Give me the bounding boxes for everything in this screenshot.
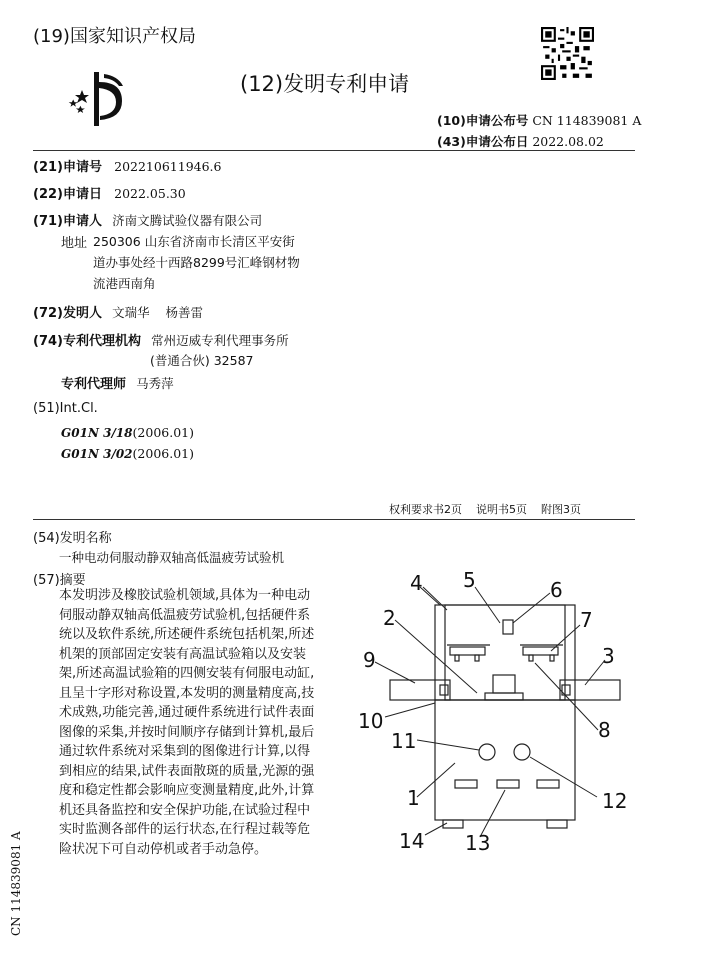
address-line-3: 流港西南角 <box>93 276 156 291</box>
address-line-2: 道办事处经十西路8299号汇峰钢材物 <box>93 255 300 270</box>
right-servo-cylinder <box>560 680 620 700</box>
left-servo-cylinder <box>390 680 450 700</box>
inventor-label: (72)发明人 <box>33 306 102 321</box>
high-temp-chamber <box>435 605 575 700</box>
label-10: 10 <box>358 709 384 733</box>
agent-label: 专利代理师 <box>61 377 127 392</box>
agency-label: (74)专利代理机构 <box>33 334 141 349</box>
intcl-entry-2 <box>61 443 194 462</box>
pub-no-value: CN 114839081 A <box>532 113 642 128</box>
label-7: 7 <box>580 608 593 632</box>
label-1: 1 <box>407 786 420 810</box>
body-divider <box>33 519 635 520</box>
cnipa-logo-icon <box>66 68 126 130</box>
side-publication-number: CN 114839081 A <box>9 831 23 936</box>
page-counts: 权利要求书2页 说明书5页 附图3页 <box>389 503 581 516</box>
app-date-value: 2022.05.30 <box>114 186 186 201</box>
label-4: 4 <box>410 571 423 595</box>
header-divider <box>33 150 635 151</box>
label-6: 6 <box>550 578 563 602</box>
indicator-12 <box>514 744 530 760</box>
label-3: 3 <box>602 644 615 668</box>
label-9: 9 <box>363 648 376 672</box>
abstract-paragraph: 本发明涉及橡胶试验机领域,具体为一种电动伺服动静双轴高低温疲劳试验机,包括硬件系统以及软件系统,所述硬件系统包括机架,所述机架的顶部固定安装有高温试验箱以及安装架,所述高温试验箱的四侧安装有伺服电动缸,且呈十字形对称设置,本发明的测量精度高,技术成熟,功能完善,通过硬件系统进行试件表面图像的采集,并按时间顺序存储到计算机,最后通过软件系统对采集到的图像进行计算,以得到相应的结果,试件表面散斑的质量,光源的强度和稳定性都会影响应变测量精度,此外,计算机还具备监控和安全保护功能,在试验过程中实时监测各部件的运行状态,在行程过载等危险状况下可自动停机或者手动急停。 <box>59 588 315 857</box>
intcl-label: (51)Int.Cl. <box>33 401 98 416</box>
label-5: 5 <box>463 568 476 592</box>
publication-number <box>437 111 641 129</box>
specimen <box>493 675 515 693</box>
address-line-1: 250306 山东省济南市长清区平安街 <box>93 234 295 249</box>
label-8: 8 <box>598 718 611 742</box>
patent-office: (19)国家知识产权局 <box>33 26 196 47</box>
indicator-11 <box>479 744 495 760</box>
intcl-version: (2006.01) <box>132 446 194 461</box>
intcl-version: (2006.01) <box>132 425 194 440</box>
qr-code <box>541 27 594 80</box>
app-date-label: (22)申请日 <box>33 187 102 202</box>
document-type-title: (12)发明专利申请 <box>240 72 410 96</box>
application-date <box>33 183 186 202</box>
agent-value: 马秀萍 <box>136 376 174 391</box>
patent-agency <box>33 330 289 349</box>
intcl-code: G01N 3/02 <box>61 447 133 461</box>
patent-agent <box>61 373 174 392</box>
abstract-label: (57)摘要 <box>33 573 86 588</box>
agency-line-2: (普通合伙) 32587 <box>150 353 254 368</box>
intcl-entry-1 <box>61 422 194 441</box>
inventors <box>33 302 203 321</box>
label-11: 11 <box>391 729 417 753</box>
abstract-text <box>59 586 321 859</box>
applicant <box>33 210 262 229</box>
app-no-value: 202210611946.6 <box>114 159 222 174</box>
pub-date-value: 2022.08.02 <box>532 134 604 149</box>
label-14: 14 <box>399 829 425 853</box>
invention-name: 一种电动伺服动静双轴高低温疲劳试验机 <box>59 550 285 565</box>
label-12: 12 <box>602 789 628 813</box>
publication-date <box>437 132 604 150</box>
app-no-label: (21)申请号 <box>33 160 102 175</box>
inventor-value: 文瑞华 杨善雷 <box>112 305 204 320</box>
applicant-value: 济南文腾试验仪器有限公司 <box>112 213 263 228</box>
machine-frame <box>435 700 575 820</box>
application-number <box>33 156 222 175</box>
top-fixture <box>503 620 513 634</box>
pub-date-label: (43)申请公布日 <box>437 134 529 149</box>
address-label: 地址 <box>61 236 88 251</box>
applicant-label: (71)申请人 <box>33 214 102 229</box>
label-2: 2 <box>383 606 396 630</box>
label-13: 13 <box>465 831 491 855</box>
patent-drawing <box>355 565 655 865</box>
invention-name-label: (54)发明名称 <box>33 531 112 546</box>
intcl-code: G01N 3/18 <box>61 426 133 440</box>
agency-line-1: 常州迈威专利代理事务所 <box>151 333 289 348</box>
pub-no-label: (10)申请公布号 <box>437 113 529 128</box>
